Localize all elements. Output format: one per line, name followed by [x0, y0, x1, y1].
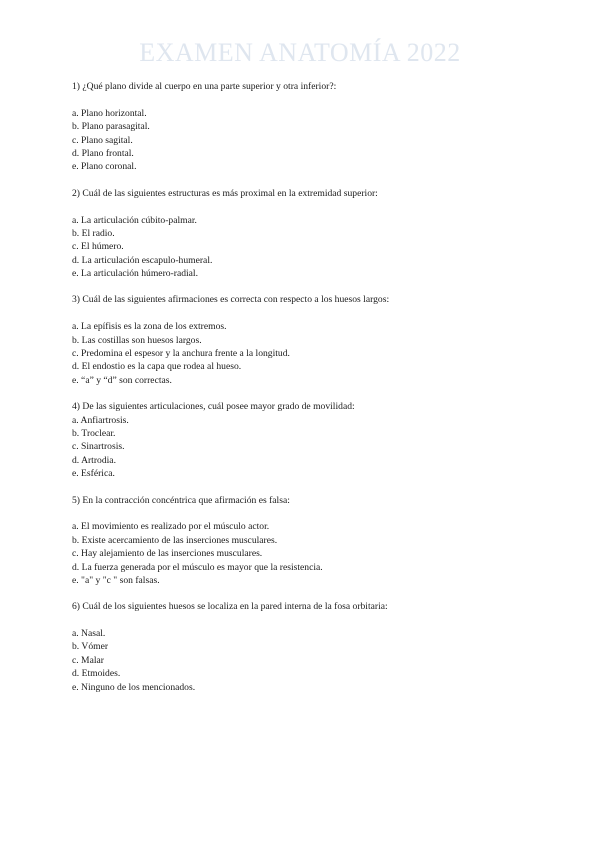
option-b: b. Troclear.	[72, 427, 116, 439]
option-e: e. Plano coronal.	[72, 161, 137, 173]
question-2	[72, 187, 542, 281]
option-c: c. Malar	[72, 654, 104, 666]
question-6	[72, 600, 542, 694]
question-3	[72, 293, 542, 387]
question-1	[72, 80, 542, 174]
question-stem: 2) Cuál de las siguientes estructuras es más proximal en la extremidad superior:	[72, 187, 378, 199]
option-b: b. Existe acercamiento de las inserciones musculares.	[72, 534, 278, 546]
option-d: d. La fuerza generada por el músculo es mayor que la resistencia.	[72, 561, 323, 573]
option-c: c. Hay alejamiento de las inserciones musculares.	[72, 548, 263, 560]
option-e: e. “a” y “d” son correctas.	[72, 374, 172, 386]
exam-content	[72, 80, 542, 707]
option-c: c. Predomina el espesor y la anchura frente a la longitud.	[72, 348, 290, 360]
question-stem: 5) En la contracción concéntrica que afirmación es falsa:	[72, 494, 290, 506]
option-a: a. Plano horizontal.	[72, 107, 147, 119]
option-a: a. La articulación cúbito-palmar.	[72, 214, 197, 226]
option-b: b. Plano parasagital.	[72, 121, 150, 133]
option-a: a. La epífisis es la zona de los extremos.	[72, 321, 227, 333]
option-c: c. Plano sagital.	[72, 134, 133, 146]
question-4	[72, 400, 542, 480]
exam-title: EXAMEN ANATOMÍA 2022	[139, 38, 461, 67]
option-d: d. Artrodia.	[72, 454, 116, 466]
option-a: a. Anfiartrosis.	[72, 414, 129, 426]
question-stem: 6) Cuál de los siguientes huesos se localiza en la pared interna de la fosa orbitaria:	[72, 601, 388, 613]
option-d: d. El endostio es la capa que rodea al hueso.	[72, 361, 242, 373]
question-stem: 1) ¿Qué plano divide al cuerpo en una parte superior y otra inferior?:	[72, 81, 337, 92]
option-a: a. Nasal.	[72, 628, 106, 640]
option-e: e. La articulación húmero-radial.	[72, 268, 198, 280]
option-a: a. El movimiento es realizado por el músculo actor.	[72, 521, 270, 533]
option-e: e. "a" y "c " son falsas.	[72, 574, 160, 586]
option-d: d. La articulación escapulo-humeral.	[72, 254, 213, 266]
option-d: d. Plano frontal.	[72, 147, 134, 159]
question-stem: 3) Cuál de las siguientes afirmaciones es correcta con respecto a los huesos largos:	[72, 294, 390, 306]
option-e: e. Ninguno de los mencionados.	[72, 681, 196, 693]
option-b: b. Vómer	[72, 641, 109, 653]
option-d: d. Etmoides.	[72, 668, 121, 680]
option-e: e. Esférica.	[72, 468, 115, 480]
option-c: c. El húmero.	[72, 241, 124, 253]
question-5	[72, 494, 542, 588]
option-c: c. Sinartrosis.	[72, 441, 125, 453]
option-b: b. Las costillas son huesos largos.	[72, 334, 202, 346]
option-b: b. El radio.	[72, 227, 115, 239]
question-stem: 4) De las siguientes articulaciones, cuál posee mayor grado de movilidad:	[72, 401, 355, 413]
